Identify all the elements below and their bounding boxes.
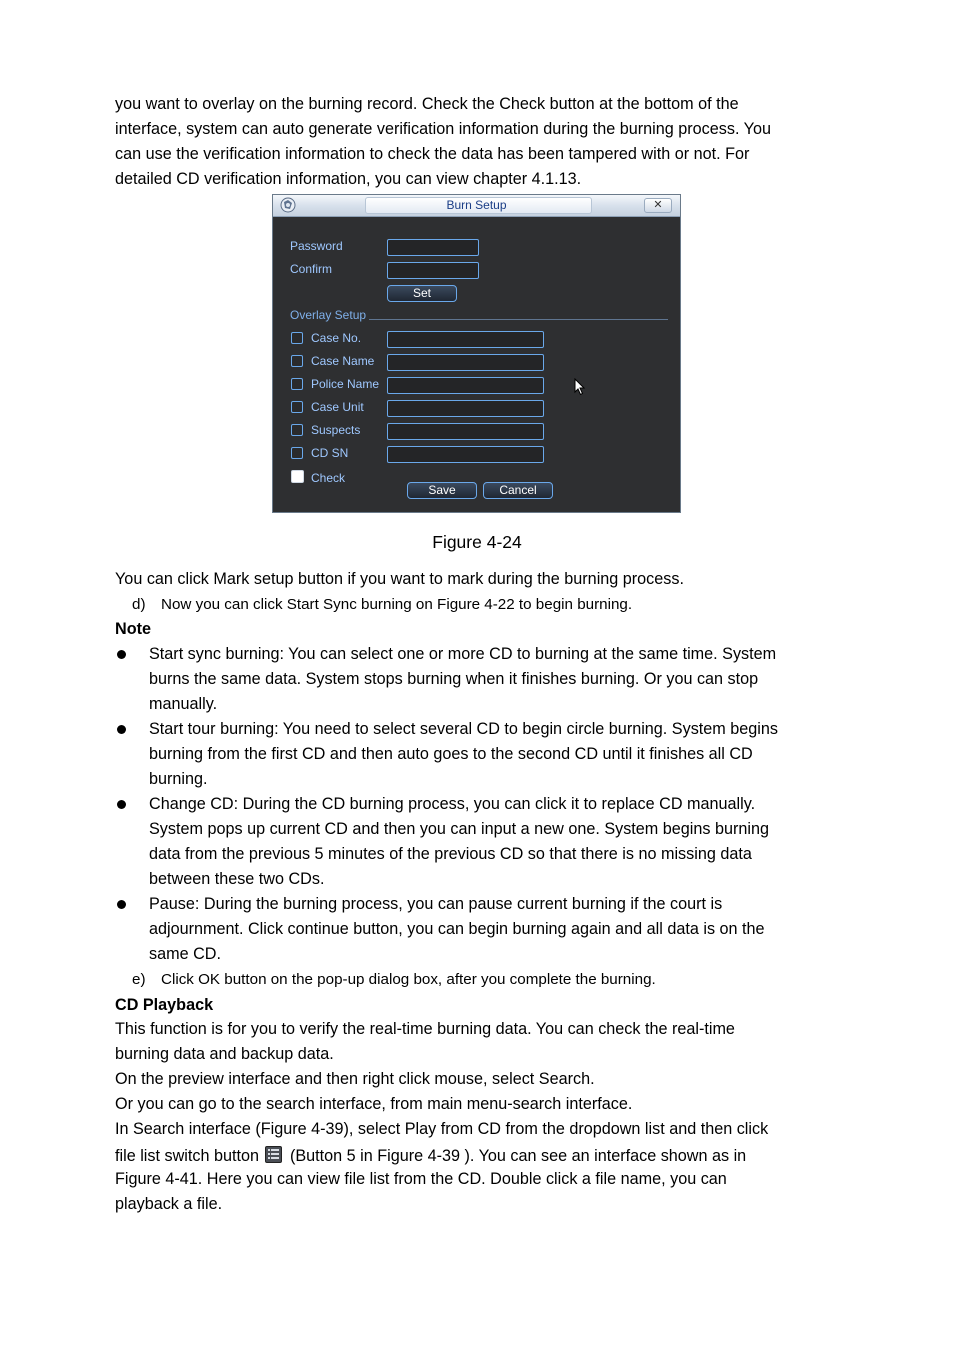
dialog-title: Burn Setup [446, 198, 507, 212]
bullet-item [115, 792, 840, 892]
bullet-line: burning. [149, 770, 208, 788]
bullet-line: data from the previous 5 minutes of the previous CD so that there is no missing data [149, 845, 752, 863]
case-name-label: Case Name [311, 354, 375, 368]
case-no-checkbox[interactable] [291, 332, 303, 344]
bullet-line: between these two CDs. [149, 870, 325, 888]
cd-sn-checkbox[interactable] [291, 447, 303, 459]
text-line: you want to overlay on the burning record. Check the Check button at the bottom of the [115, 95, 739, 113]
text-line: burning data and backup data. [115, 1045, 334, 1063]
text-line: On the preview interface and then right click mouse, select Search. [115, 1070, 595, 1088]
bullet-item [115, 717, 840, 792]
text-line: In Search interface (Figure 4-39), select Play from CD from the dropdown list and then click [115, 1120, 769, 1138]
step-e [132, 967, 656, 992]
text-before-icon: file list switch button [115, 1147, 259, 1165]
bullet-line: burning from the first CD and then auto goes to the second CD until it finishes all CD [149, 745, 753, 763]
mark-setup-text: You can click Mark setup button if you want to mark during the burning process. [115, 570, 684, 588]
password-input[interactable] [387, 239, 479, 256]
step-text: Now you can click Start Sync burning on Figure 4-22 to begin burning. [161, 596, 633, 613]
bullet-dot-icon [117, 725, 126, 734]
bullet-line: same CD. [149, 945, 221, 963]
police-name-input[interactable] [387, 377, 544, 394]
suspects-checkbox[interactable] [291, 424, 303, 436]
bullet-line: Start sync burning: You can select one or more CD to burning at the same time. System [149, 645, 777, 663]
case-unit-input[interactable] [387, 400, 544, 417]
case-no-input[interactable] [387, 331, 544, 348]
overlay-setup-label: Overlay Setup [290, 308, 367, 322]
dialog-titlebar [273, 195, 680, 217]
text-after-icon: (Button 5 in Figure 4-39 ). You can see an interface shown as in [289, 1147, 747, 1165]
bullet-dot-icon [117, 650, 126, 659]
burn-setup-dialog [272, 194, 681, 513]
mouse-pointer-icon [574, 378, 586, 396]
figure-caption: Figure 4-24 [432, 532, 522, 552]
close-button[interactable]: ✕ [644, 198, 672, 213]
text-line: can use the verification information to check the data has been tampered with or not. For [115, 145, 750, 163]
bullet-line: adjournment. Click continue button, you can begin burning again and all data is on the [149, 920, 765, 938]
step-label: d) [132, 596, 146, 613]
text-line: detailed CD verification information, you can view chapter 4.1.13. [115, 170, 582, 188]
cancel-button[interactable]: Cancel [483, 482, 553, 499]
text-line: Figure 4-41. Here you can view file list from the CD. Double click a file name, you can [115, 1170, 727, 1188]
confirm-input[interactable] [387, 262, 479, 279]
confirm-label: Confirm [290, 262, 333, 276]
case-name-input[interactable] [387, 354, 544, 371]
bullet-dot-icon [117, 800, 126, 809]
overlay-divider [369, 319, 668, 320]
case-unit-checkbox[interactable] [291, 401, 303, 413]
step-label: e) [132, 971, 146, 988]
text-line: This function is for you to verify the real-time burning data. You can check the real-time [115, 1020, 735, 1038]
file-list-icon [265, 1146, 282, 1163]
suspects-input[interactable] [387, 423, 544, 440]
bullet-line: System pops up current CD and then you can input a new one. System begins burning [149, 820, 769, 838]
save-button[interactable]: Save [407, 482, 477, 499]
bullet-line: burns the same data. System stops burning when it finishes burning. Or you can stop [149, 670, 759, 688]
cd-sn-label: CD SN [311, 446, 349, 460]
bullet-line: Start tour burning: You need to select several CD to begin circle burning. System begins [149, 720, 778, 738]
note-heading: Note [115, 620, 151, 638]
step-text: Click OK button on the pop-up dialog box, after you complete the burning. [161, 971, 656, 988]
suspects-label: Suspects [311, 423, 361, 437]
icon-text-line [115, 1144, 746, 1169]
text-line: playback a file. [115, 1195, 223, 1213]
bullet-line: manually. [149, 695, 218, 713]
case-no-label: Case No. [311, 331, 362, 345]
case-unit-label: Case Unit [311, 400, 364, 414]
bullet-line: Pause: During the burning process, you can pause current burning if the court is [149, 895, 723, 913]
step-d [132, 592, 632, 617]
cd-sn-input[interactable] [387, 446, 544, 463]
bullet-item [115, 892, 840, 967]
bullet-dot-icon [117, 900, 126, 909]
cd-playback-heading: CD Playback [115, 996, 214, 1014]
police-name-label: Police Name [311, 377, 380, 391]
bullet-line: Change CD: During the CD burning process, you can click it to replace CD manually. [149, 795, 756, 813]
password-label: Password [290, 239, 343, 253]
text-line: interface, system can auto generate verification information during the burning process. You [115, 120, 771, 138]
check-label: Check [311, 471, 346, 485]
police-name-checkbox[interactable] [291, 378, 303, 390]
text-line: Or you can go to the search interface, from main menu-search interface. [115, 1095, 633, 1113]
check-checkbox[interactable] [291, 470, 304, 483]
set-button[interactable]: Set [387, 285, 457, 302]
case-name-checkbox[interactable] [291, 355, 303, 367]
bullet-item [115, 642, 840, 717]
